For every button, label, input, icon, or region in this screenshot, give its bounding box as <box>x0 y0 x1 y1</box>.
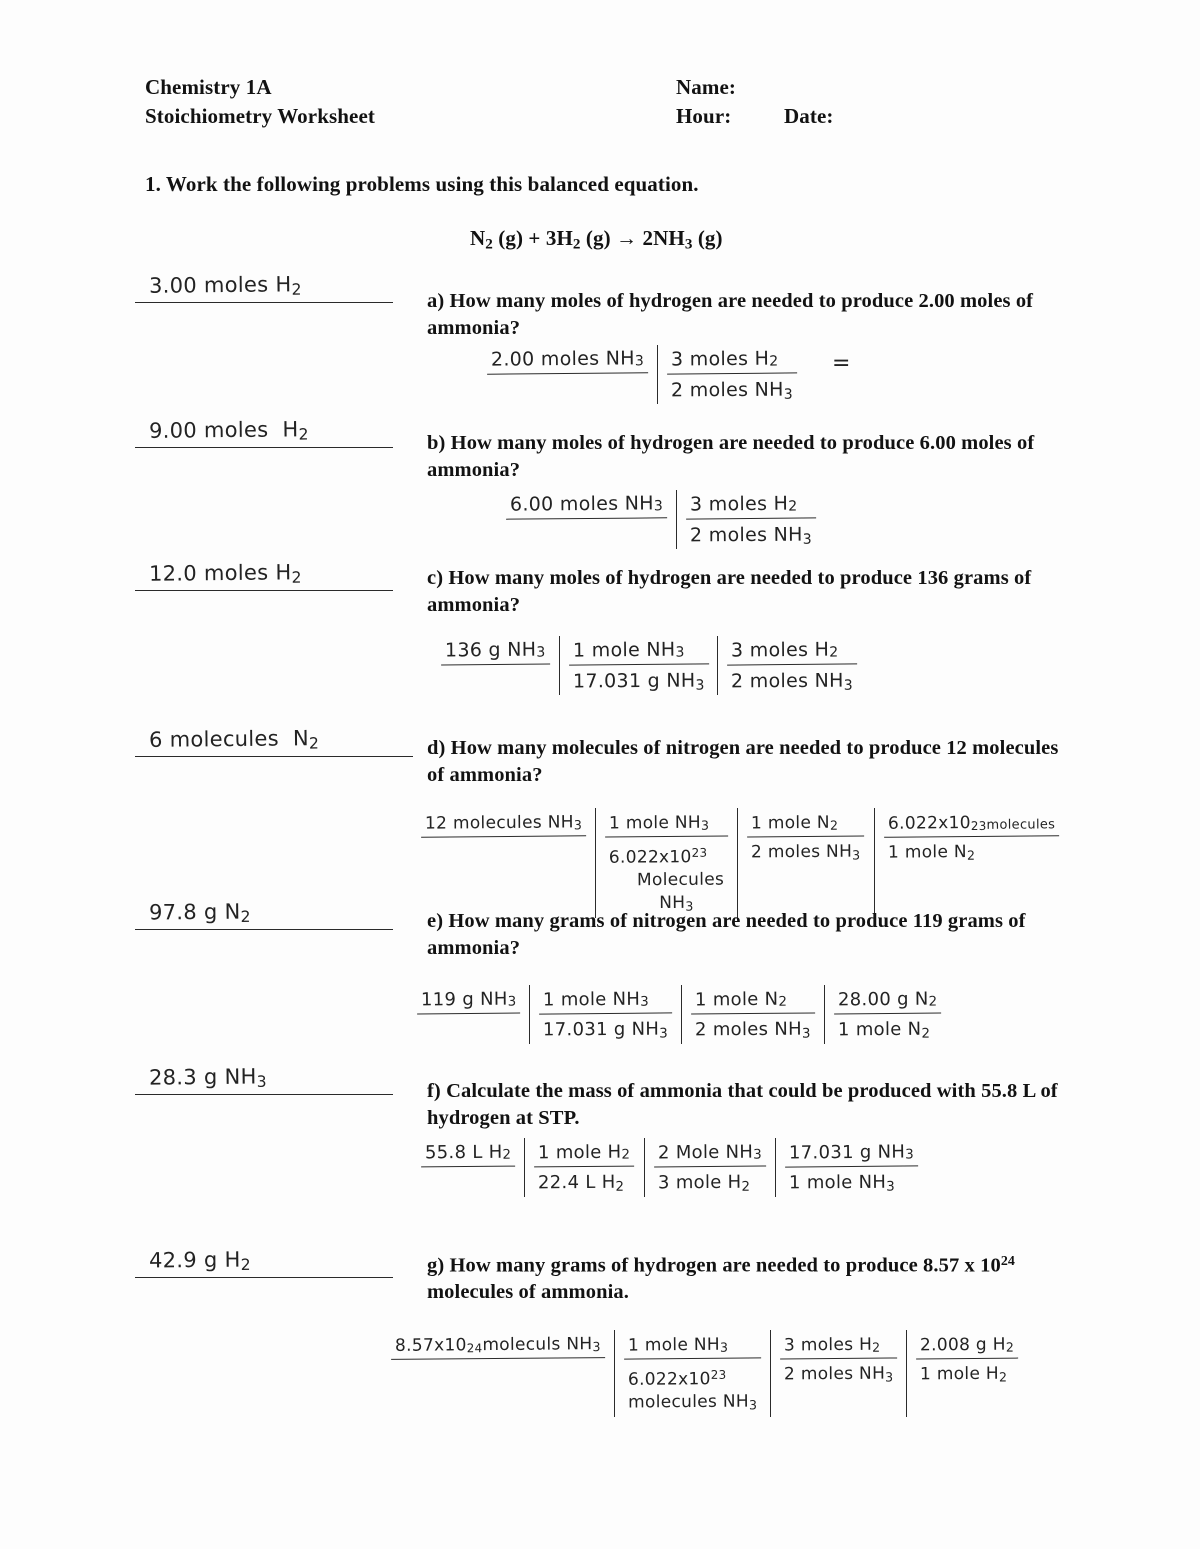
work-c-col-2 <box>559 636 718 695</box>
work-g-col-2-num: 1 mole NH 3 <box>624 1329 761 1359</box>
work-g-col-3-den: 2 moles $NH_3$ <box>783 1363 894 1385</box>
work-a-col-1-num: 2.00 moles NH 3 <box>487 344 648 374</box>
instruction-text: 1. Work the following problems using this balanced equation. <box>145 172 699 196</box>
work-g-col-3 <box>770 1330 906 1417</box>
work-f-col-2 <box>524 1138 643 1197</box>
work-e-col-2-num: 1 mole NH 3 <box>539 984 672 1014</box>
work-b-col-2-den: 2 moles $NH_3$ <box>689 523 813 548</box>
work-d-col-1 <box>412 808 595 918</box>
work-b-col-1 <box>497 490 676 549</box>
work-a <box>478 345 851 404</box>
work-b-col-2 <box>676 490 825 549</box>
work-f-col-4 <box>775 1138 927 1197</box>
work-e-col-4-num: 28.00 g N 2 <box>834 985 942 1015</box>
name-label: Name: <box>676 75 736 99</box>
work-d-col-4 <box>874 808 1068 918</box>
work-g-col-2-den: $6.022x10^{23}$ molecules $NH_3$ <box>627 1367 758 1413</box>
work-c-col-3-num: 3 moles H 2 <box>727 635 857 665</box>
work-d-col-3-num: 1 mole N 2 <box>747 807 865 837</box>
question-f: f) Calculate the mass of ammonia that could be produced with 55.8 L of hydrogen at STP. <box>427 1080 1058 1129</box>
work-b-col-1-num: 6.00 moles NH 3 <box>506 489 667 519</box>
work-d-col-2-num: 1 mole NH 3 <box>605 807 728 837</box>
equation-plus: + <box>528 226 546 250</box>
work-d-col-2 <box>595 808 737 918</box>
answer-value-e: 97.8 g $N_2$ <box>148 899 251 926</box>
answer-blank-d[interactable] <box>135 722 413 757</box>
work-f-col-3-den: 3 mole $H_2$ <box>657 1171 750 1195</box>
answer-blank-a[interactable] <box>135 268 393 303</box>
work-e-col-1 <box>408 985 529 1044</box>
work-e-col-3-den: 2 moles $NH_3$ <box>695 1018 812 1042</box>
work-b-col-2-num: 3 moles H 2 <box>686 489 816 519</box>
work-a-equals: = <box>831 351 851 376</box>
work-b <box>497 490 825 549</box>
work-f-col-4-num: 17.031 g NH 3 <box>784 1137 917 1167</box>
work-a-col-2-den: 2 moles $NH_3$ <box>670 378 794 403</box>
work-f-col-4-den: 1 mole $NH_3$ <box>788 1171 895 1195</box>
work-a-col-2-num: 3 moles H 2 <box>667 344 797 374</box>
answer-blank-b[interactable] <box>135 413 393 448</box>
work-e-col-3-num: 1 mole N 2 <box>691 984 815 1014</box>
work-g-col-1-num: 8.57x10 24 moleculs NH 3 <box>391 1329 605 1360</box>
equation-reactant-2: $3H_2$ (g) <box>545 226 611 253</box>
work-e-col-3 <box>681 985 824 1044</box>
question-a: a) How many moles of hydrogen are needed to produce 2.00 moles of ammonia? <box>427 290 1034 339</box>
answer-value-f: 28.3 g $NH_3$ <box>148 1064 267 1091</box>
equation-arrow: → <box>616 226 643 250</box>
work-c-col-2-den: 17.031 g $NH_3$ <box>572 669 705 694</box>
answer-value-b: 9.00 moles $H_2$ <box>148 416 309 444</box>
equation-product: $2NH_3$ (g) <box>642 226 723 253</box>
answer-blank-f[interactable] <box>135 1060 393 1095</box>
work-c <box>432 636 866 695</box>
work-f-col-3-num: 2 Mole NH 3 <box>653 1138 765 1168</box>
work-e-col-4 <box>824 985 950 1044</box>
work-d-col-3 <box>737 808 873 918</box>
work-e <box>408 985 950 1044</box>
date-label: Date: <box>784 104 834 128</box>
work-f-col-1-num: 55.8 L H 2 <box>421 1138 516 1168</box>
answer-value-c: 12.0 moles $H_2$ <box>148 559 302 587</box>
question-g: g) How many grams of hydrogen are needed to produce 8.57 x $10^{24}$ molecules of ammonia. <box>427 1254 1015 1304</box>
question-c: c) How many moles of hydrogen are needed to produce 136 grams of ammonia? <box>427 567 1032 616</box>
work-d-col-4-den: 1 mole $N_2$ <box>887 842 975 863</box>
work-f <box>412 1138 926 1197</box>
work-g-col-3-num: 3 moles H 2 <box>780 1329 898 1359</box>
work-c-col-3 <box>717 636 866 695</box>
balanced-equation <box>470 226 723 253</box>
work-c-col-1-num: 136 g NH 3 <box>441 636 550 666</box>
work-a-col-1 <box>478 345 657 404</box>
question-d: d) How many molecules of nitrogen are needed to produce 12 molecules of ammonia? <box>427 737 1059 786</box>
work-a-col-2 <box>657 345 806 404</box>
work-e-col-2 <box>529 985 681 1044</box>
course-title: Chemistry 1A <box>145 75 272 99</box>
work-e-col-1-num: 119 g NH 3 <box>417 985 521 1015</box>
work-d-col-1-num: 12 molecules NH 3 <box>421 807 586 837</box>
work-e-col-2-den: 17.031 g $NH_3$ <box>543 1018 669 1042</box>
work-g-col-4-num: 2.008 g H 2 <box>916 1330 1018 1360</box>
work-f-col-3 <box>644 1138 775 1197</box>
work-d <box>412 808 1068 918</box>
equation-reactant-1: $N_2$ (g) <box>470 226 524 253</box>
work-c-col-2-num: 1 mole NH 3 <box>568 635 708 665</box>
answer-value-d: 6 molecules $N_2$ <box>148 725 320 753</box>
work-f-col-2-num: 1 mole H 2 <box>534 1138 634 1168</box>
answer-blank-g[interactable] <box>135 1243 393 1278</box>
work-g-col-4 <box>906 1330 1027 1417</box>
work-g-col-1 <box>382 1330 614 1417</box>
work-c-col-3-den: 2 moles $NH_3$ <box>731 669 854 694</box>
work-f-col-2-den: 22.4 L $H_2$ <box>538 1171 625 1195</box>
work-d-col-2-den: $6.022x10^{23}$ Molecules $NH_3$ <box>608 845 725 914</box>
worksheet-title: Stoichiometry Worksheet <box>145 104 375 128</box>
answer-blank-c[interactable] <box>135 556 393 591</box>
work-d-col-4-num: 6.022x10 23 molecules <box>884 807 1059 838</box>
work-g-col-4-den: 1 mole $H_2$ <box>920 1363 1008 1385</box>
work-e-col-4-den: 1 mole $N_2$ <box>837 1018 931 1042</box>
work-g <box>382 1330 1027 1417</box>
question-b: b) How many moles of hydrogen are needed to produce 6.00 moles of ammonia? <box>427 432 1035 481</box>
question-e: e) How many grams of nitrogen are needed to produce 119 grams of ammonia? <box>427 910 1026 959</box>
hour-label: Hour: <box>676 104 732 128</box>
answer-value-g: 42.9 g $H_2$ <box>148 1247 251 1274</box>
work-g-col-2 <box>614 1330 770 1417</box>
work-c-col-1 <box>432 636 559 695</box>
work-d-col-3-den: 2 moles $NH_3$ <box>751 841 861 863</box>
answer-value-a: 3.00 moles $H_2$ <box>148 271 302 299</box>
work-f-col-1 <box>412 1138 524 1197</box>
answer-blank-e[interactable] <box>135 895 393 930</box>
